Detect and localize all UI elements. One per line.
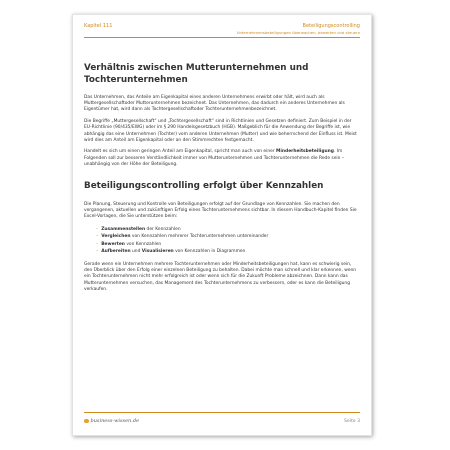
document-page xyxy=(72,14,372,436)
paragraph-3-post: . Im Folgenden soll zur besseren Verständlichkeit immer von Mutterunternehmen und Tochterunternehmen die Rede sein – unabhängig von der Höhe der Beteiligung. xyxy=(84,149,345,167)
header-title: Beteiligungscontrolling xyxy=(302,23,360,29)
list-item xyxy=(96,248,358,256)
dash-icon: – xyxy=(96,249,99,255)
page-content xyxy=(84,63,358,299)
footer-logo xyxy=(84,418,139,424)
header-divider xyxy=(84,37,360,38)
paragraph-3-pre: Handelt es sich um einen geringen Anteil am Eigenkapital, spricht man auch von einer xyxy=(84,149,277,155)
header-subtitle: Unternehmensbeteiligungen überwachen, bewerten und steuern xyxy=(236,30,360,35)
logo-text: business-wissen.de xyxy=(90,418,140,424)
dash-icon: – xyxy=(96,234,99,240)
bullet-bold: Aufbereiten xyxy=(101,249,131,255)
section-heading-1: Verhältnis zwischen Mutterunternehmen und Tochterunternehmen xyxy=(84,63,309,85)
list-item xyxy=(96,226,358,234)
list-item xyxy=(96,241,358,249)
bullet-text: und xyxy=(130,249,142,255)
minderheitsbeteiligung-term: Minderheitsbeteiligung xyxy=(276,149,334,155)
paragraph-1: Das Unternehmen, das Anteile am Eigenkapital eines anderen Unternehmens erwirbt oder hält, wird auch als Muttergesellschaftoder Mutterunternehmen bezeichnet. Das Unternehmen, das dadurch ein anderes Unternehmen als Eigentümer hat, wird dann als Tochtergesellschaftoder Tochterunternehmenbezeichnet. xyxy=(84,95,345,113)
footer-divider xyxy=(84,412,360,413)
dash-icon: – xyxy=(96,226,99,232)
paragraph-2: Die Begriffe „Muttergesellschaft“ und „Tochtergesellschaft“ sind in Richtlinien und Gesetzen definiert. Zum Beispiel in der EU-Richtlinie (90/435/EWG) oder im § 290 Handelsgesetzbuch (HGB). Maßgeblich für die Anwendung der Begriffe ist, wie abhängig das eine Unternehmen (Tochter) vom anderen Unternehmen (Mutter) und wie beherrschend der Einfluss ist. Meist wird dies am Anteil am Eigenkapital oder an den Stimmrechten festgemacht. xyxy=(84,119,357,143)
section-heading-2: Beteiligungscontrolling erfolgt über Kennzahlen xyxy=(84,181,324,192)
bullet-bold-2: Visualisieren xyxy=(141,249,174,255)
bullet-text: der Kennzahlen xyxy=(145,226,181,232)
paragraph-5: Gerade wenn ein Unternehmen mehrere Tochterunternehmen oder Minderheitsbeteiligungen hat, kann es schwierig sein, den Überblick über den Erfolg einer einzelnen Beteiligung zu behalten. Dabei möchte man schnell und klar erkennen, wenn ein Tochterunternehmen nicht mehr erfolgreich ist oder wenn sich für die Zukunft Probleme abzeichnen. Dann kann das Mutterunternehmen versuchen, das Management des Tochterunternehmens zu verbessern, oder es kann die Beteiligung verkaufen. xyxy=(84,262,357,292)
bullet-text: von Kennzahlen mehrerer Tochterunternehmen untereinander xyxy=(130,234,269,240)
bullet-bold: Vergleichen xyxy=(101,234,131,240)
bullet-bold: Zusammenstellen xyxy=(101,226,146,232)
bullet-bold: Bewerten xyxy=(101,241,125,247)
paragraph-3 xyxy=(84,149,358,168)
bullet-text: von Kennzahlen xyxy=(124,241,162,247)
dash-icon: – xyxy=(96,241,99,247)
logo-mark-icon xyxy=(84,419,89,424)
bullet-text-2: von Kennzahlen in Diagrammen xyxy=(173,249,246,255)
list-item xyxy=(96,233,358,241)
header-chapter: Kapitel 111 xyxy=(84,23,113,29)
bullet-list xyxy=(84,226,358,256)
paragraph-4: Die Planung, Steuerung und Kontrolle von Beteiligungen erfolgt auf der Grundlage von Kennzahlen. Sie machen den vergangenen, aktuellen und zukünftigen Erfolg eines Tochterunternehmens sichtbar. In diesem Handbuch-Kapitel finden Sie Excel-Vorlagen, die Sie unterstützen beim: xyxy=(84,201,357,219)
page-number: Seite 3 xyxy=(343,419,360,424)
